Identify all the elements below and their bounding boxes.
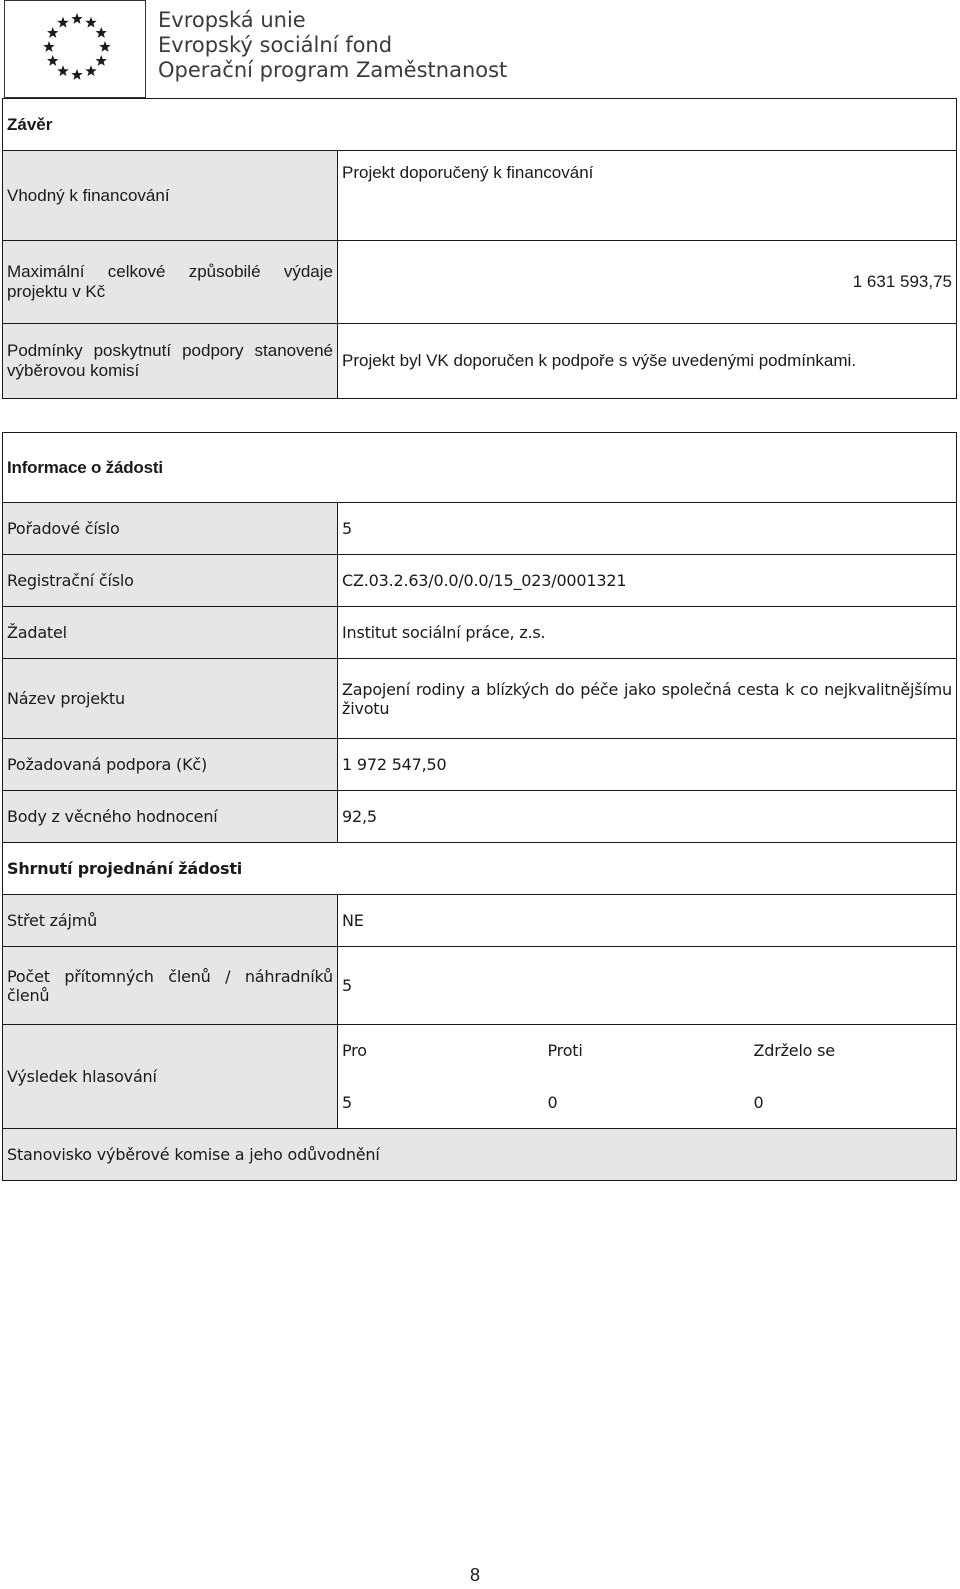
page-number: 8 — [470, 1565, 481, 1585]
logo-text — [158, 8, 507, 83]
vote-label: Výsledek hlasování — [3, 1025, 338, 1129]
eu-star-icon — [85, 65, 96, 76]
max-expense-label: Maximální celkové způsobilé výdaje projektu v Kč — [3, 241, 338, 324]
eu-star-icon — [96, 27, 107, 38]
vote-header-proti: Proti — [544, 1025, 750, 1077]
conclusion-table — [2, 98, 957, 399]
support-label: Požadovaná podpora (Kč) — [3, 739, 338, 791]
points-label: Body z věcného hodnocení — [3, 791, 338, 843]
eu-stars-icon — [5, 1, 145, 97]
eu-star-icon — [47, 27, 58, 38]
opinion-label: Stanovisko výběrové komise a jeho odůvodnění — [3, 1129, 957, 1181]
order-label: Pořadové číslo — [3, 503, 338, 555]
reg-label: Registrační číslo — [3, 555, 338, 607]
applicant-label: Žadatel — [3, 607, 338, 659]
conditions-value: Projekt byl VK doporučen k podpoře s výše uvedenými podmínkami. — [338, 324, 957, 399]
logo-line-2: Evropský sociální fond — [158, 33, 393, 57]
summary-title: Shrnutí projednání žádosti — [3, 843, 957, 895]
project-value: Zapojení rodiny a blízkých do péče jako společná cesta k co nejkvalitnějšímu životu — [338, 659, 957, 739]
applicant-value: Institut sociální práce, z.s. — [338, 607, 957, 659]
support-value: 1 972 547,50 — [338, 739, 957, 791]
application-table — [2, 432, 957, 1181]
eu-flag-logo — [4, 0, 146, 98]
vote-value-pro: 5 — [338, 1077, 544, 1129]
suitable-value: Projekt doporučený k financování — [338, 151, 957, 241]
eu-star-icon — [96, 55, 107, 66]
eu-star-icon — [43, 41, 54, 52]
vote-header-abstain: Zdrželo se — [750, 1025, 957, 1077]
conflict-value: NE — [338, 895, 957, 947]
order-value: 5 — [338, 503, 957, 555]
members-label: Počet přítomných členů / náhradníků členů — [3, 947, 338, 1025]
conflict-label: Střet zájmů — [3, 895, 338, 947]
eu-star-icon — [57, 17, 68, 28]
conclusion-title: Závěr — [3, 99, 957, 151]
logo-line-3: Operační program Zaměstnanost — [158, 58, 508, 82]
conditions-label: Podmínky poskytnutí podpory stanovené výběrovou komisí — [3, 324, 338, 399]
vote-value-abstain: 0 — [750, 1077, 957, 1129]
eu-star-icon — [47, 55, 58, 66]
reg-value: CZ.03.2.63/0.0/0.0/15_023/0001321 — [338, 555, 957, 607]
eu-star-icon — [85, 17, 96, 28]
eu-star-icon — [57, 65, 68, 76]
logo-line-1: Evropská unie — [158, 8, 306, 32]
project-label: Název projektu — [3, 659, 338, 739]
suitable-label: Vhodný k financování — [3, 151, 338, 241]
points-value: 92,5 — [338, 791, 957, 843]
eu-star-icon — [71, 69, 82, 80]
eu-star-icon — [99, 41, 110, 52]
max-expense-value: 1 631 593,75 — [338, 241, 957, 324]
vote-value-proti: 0 — [544, 1077, 750, 1129]
eu-star-icon — [71, 13, 82, 24]
members-value: 5 — [338, 947, 957, 1025]
vote-header-pro: Pro — [338, 1025, 544, 1077]
application-title: Informace o žádosti — [3, 433, 957, 503]
